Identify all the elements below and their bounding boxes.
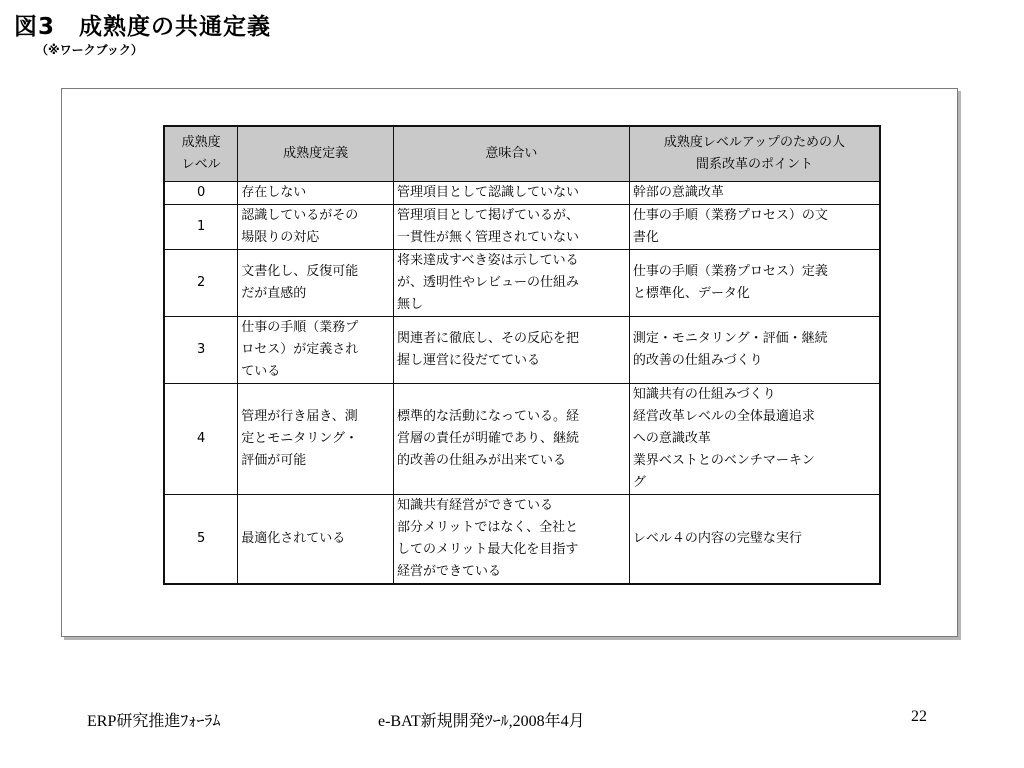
point-cell bbox=[629, 250, 880, 317]
definition-cell bbox=[238, 384, 394, 495]
definition-line: だが直感的 bbox=[241, 286, 307, 301]
meaning-cell bbox=[393, 182, 629, 205]
meaning-line: 握し運営に役だてている bbox=[396, 353, 540, 368]
meaning-line: 管理項目として認識していない bbox=[396, 185, 579, 200]
meaning-cell bbox=[393, 495, 629, 585]
meaning-line: 関連者に徹底し、その反応を把 bbox=[396, 331, 579, 346]
header-line: 間系改革のポイント bbox=[695, 157, 813, 172]
header-line: 意味合い bbox=[485, 146, 538, 161]
level-cell: 0 bbox=[164, 182, 238, 205]
point-line: 測定・モニタリング・評価・継続 bbox=[632, 331, 828, 346]
meaning-line: が、透明性やレビューの仕組み bbox=[396, 275, 579, 290]
point-cell bbox=[629, 205, 880, 250]
header-line: 成熟度レベルアップのための人 bbox=[663, 135, 845, 150]
point-line: への意識改革 bbox=[632, 431, 711, 446]
table-row bbox=[164, 182, 880, 205]
page-number: 22 bbox=[911, 708, 927, 725]
point-line: 仕事の手順（業務プロセス）定義 bbox=[632, 264, 828, 279]
definition-cell bbox=[238, 182, 394, 205]
meaning-cell bbox=[393, 317, 629, 384]
meaning-line: 将来達成すべき姿は示している bbox=[396, 253, 579, 268]
level-cell: 1 bbox=[164, 205, 238, 250]
header-line: レベル bbox=[181, 157, 221, 172]
table-row bbox=[164, 317, 880, 384]
definition-cell bbox=[238, 205, 394, 250]
level-cell: 3 bbox=[164, 317, 238, 384]
point-cell bbox=[629, 317, 880, 384]
point-line: と標準化、データ化 bbox=[632, 286, 750, 301]
definition-line: 管理が行き届き、測 bbox=[241, 409, 358, 424]
definition-line: 存在しない bbox=[241, 185, 307, 200]
table-row bbox=[164, 250, 880, 317]
point-cell bbox=[629, 384, 880, 495]
header-reform-point bbox=[629, 126, 880, 182]
definition-line: ロセス）が定義され bbox=[241, 342, 359, 357]
meaning-line: 一貫性が無く管理されていない bbox=[396, 230, 579, 245]
definition-line: 定とモニタリング・ bbox=[241, 431, 359, 446]
definition-cell bbox=[238, 250, 394, 317]
footer-organization: ERP研究推進ﾌｫｰﾗﾑ bbox=[87, 713, 221, 730]
meaning-line: 知識共有経営ができている bbox=[396, 498, 553, 513]
header-meaning bbox=[393, 126, 629, 182]
point-line: 経営改革レベルの全体最適追求 bbox=[632, 409, 815, 424]
meaning-cell bbox=[393, 384, 629, 495]
header-definition bbox=[238, 126, 394, 182]
meaning-line: 的改善の仕組みが出来ている bbox=[396, 453, 566, 468]
header-line: 成熟度定義 bbox=[283, 146, 349, 161]
maturity-table bbox=[163, 125, 881, 585]
page-subtitle: （※ワークブック） bbox=[36, 43, 143, 57]
point-line: 知識共有の仕組みづくり bbox=[632, 387, 776, 402]
table-row bbox=[164, 384, 880, 495]
table-header-row bbox=[164, 126, 880, 182]
meaning-line: 標準的な活動になっている。経 bbox=[396, 409, 579, 424]
point-line: 仕事の手順（業務プロセス）の文 bbox=[632, 208, 828, 223]
page-title: 図3 成熟度の共通定義 bbox=[14, 14, 272, 40]
table-body bbox=[164, 182, 880, 585]
meaning-cell bbox=[393, 205, 629, 250]
meaning-cell bbox=[393, 250, 629, 317]
point-line: 書化 bbox=[632, 230, 659, 245]
meaning-line: してのメリット最大化を目指す bbox=[396, 542, 579, 557]
definition-line: 認識しているがその bbox=[241, 208, 359, 223]
meaning-line: 営層の責任が明確であり、継続 bbox=[396, 431, 579, 446]
meaning-line: 部分メリットではなく、全社と bbox=[396, 520, 579, 535]
definition-cell bbox=[238, 495, 394, 585]
table-row bbox=[164, 495, 880, 585]
point-line: 幹部の意識改革 bbox=[632, 185, 724, 200]
point-line: 業界ベストとのベンチマーキン bbox=[632, 453, 815, 468]
header-line: 成熟度 bbox=[181, 135, 221, 150]
definition-line: 場限りの対応 bbox=[241, 230, 320, 245]
meaning-line: 管理項目として掲げているが、 bbox=[396, 208, 579, 223]
definition-line: 最適化されている bbox=[241, 531, 346, 546]
meaning-line: 無し bbox=[396, 297, 423, 312]
level-cell: 2 bbox=[164, 250, 238, 317]
footer-document-info: e-BAT新規開発ﾂｰﾙ,2008年4月 bbox=[378, 713, 585, 730]
meaning-line: 経営ができている bbox=[396, 564, 501, 579]
level-cell: 5 bbox=[164, 495, 238, 585]
level-cell: 4 bbox=[164, 384, 238, 495]
point-line: 的改善の仕組みづくり bbox=[632, 353, 763, 368]
definition-cell bbox=[238, 317, 394, 384]
definition-line: 文書化し、反復可能 bbox=[241, 264, 359, 279]
definition-line: 仕事の手順（業務プ bbox=[241, 320, 359, 335]
point-cell bbox=[629, 182, 880, 205]
point-cell bbox=[629, 495, 880, 585]
definition-line: 評価が可能 bbox=[241, 453, 307, 468]
point-line: レベル４の内容の完璧な実行 bbox=[632, 531, 802, 546]
definition-line: ている bbox=[241, 364, 281, 379]
header-level bbox=[164, 126, 238, 182]
point-line: グ bbox=[632, 475, 646, 490]
table-row bbox=[164, 205, 880, 250]
